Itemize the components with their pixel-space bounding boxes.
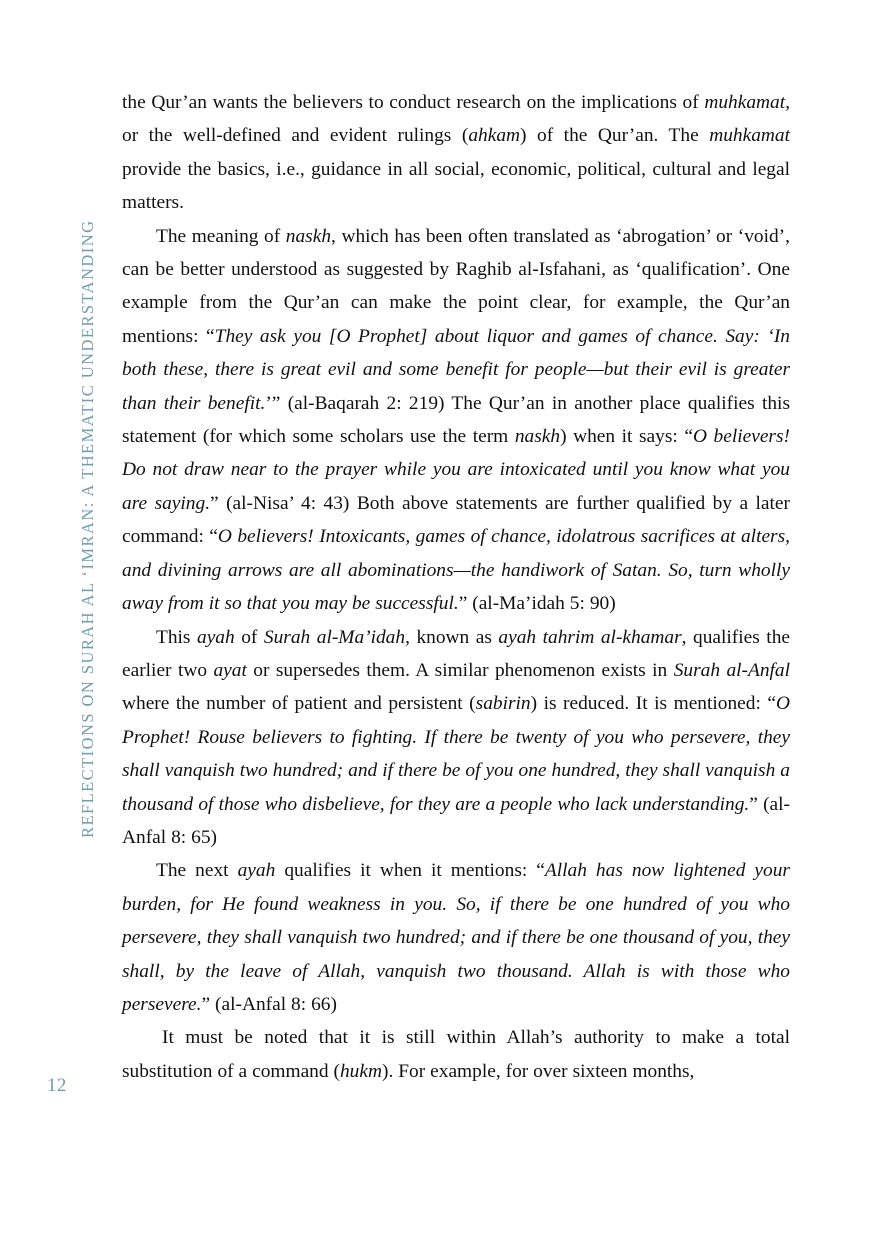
italic-run: O Prophet! Rouse believers to fighting. If there be twenty of you who persevere, they shall vanquish two hundred; and if there be of you one hundred, they shall vanquish a thousand of those who disbelieve, for they are a people who lack understanding. xyxy=(122,693,790,815)
body-text-column xyxy=(122,86,790,1088)
paragraph xyxy=(122,1021,790,1088)
paragraph xyxy=(122,621,790,855)
text-run: , which has been often translated as ‘abrogation’ or ‘void’, can be better understood as suggested by Raghib al-Isfahani, as ‘qualification’. One example from the Qur’an can make the point clear, for example, the Qur’an mentions: “ xyxy=(122,225,790,347)
italic-run: muhkamat, xyxy=(704,92,790,113)
italic-run: hukm xyxy=(339,1060,382,1082)
italic-run: naskh xyxy=(285,225,332,247)
text-run: of xyxy=(234,626,264,648)
text-run: The next xyxy=(156,860,238,882)
text-run: ) of the Qur’an. The xyxy=(520,125,710,147)
text-run: , known as xyxy=(405,626,499,648)
italic-run: Surah al-Ma’idah xyxy=(263,626,406,648)
italic-run: ayah tahrim al-khamar xyxy=(498,626,682,648)
text-run: provide the basics, i.e., guidance in all social, economic, political, cultural and legal matters. xyxy=(122,158,790,214)
italic-run: O believers! Intoxicants, games of chance, idolatrous sacrifices at alters, and divining arrows are all abominations—the handiwork of Satan. So, turn wholly away from it so that you may be successful. xyxy=(122,526,790,615)
paragraph xyxy=(122,220,790,621)
italic-run: O believers! Do not draw near to the prayer while you are intoxicated until you know what you are saying. xyxy=(122,426,790,514)
text-run: the Qur’an wants the believers to conduct research on the implications of xyxy=(122,92,705,113)
text-run: or supersedes them. A similar phenomenon exists in xyxy=(246,659,674,681)
text-run: qualifies it when it mentions: “ xyxy=(275,860,545,882)
text-run: where the number of patient and persistent ( xyxy=(122,693,476,715)
text-run: It must be noted that it is still within Allah’s authority to make a total substitution of a command ( xyxy=(122,1027,790,1082)
running-head: REFLECTIONS ON SURAH AL ‘IMRAN: A THEMATIC UNDERSTANDING xyxy=(78,219,97,838)
text-run: ) is reduced. It is mentioned: “ xyxy=(530,693,776,715)
italic-run: sabirin xyxy=(475,693,531,715)
italic-run: ayah xyxy=(197,626,235,648)
italic-run: Surah al-Anfal xyxy=(673,659,790,681)
text-run: The meaning of xyxy=(156,225,286,247)
paragraph xyxy=(122,86,790,220)
text-run: ). For example, for over sixteen months, xyxy=(382,1060,695,1082)
text-run: ” (al-Anfal 8: 65) xyxy=(122,793,791,848)
text-run: ” (al-Nisa’ 4: 43) Both above statements are further qualified by a later command: “ xyxy=(122,492,790,548)
italic-run: Allah has now lightened your burden, for He found weakness in you. So, if there be one hundred of you who persevere, they shall vanquish two hundred; and if there be one thousand of you, they shall, by the leave of Allah, vanquish two thousand. Allah is with those who persevere. xyxy=(122,860,790,1015)
text-run: This xyxy=(156,626,197,648)
italic-run: muhkamat xyxy=(709,125,790,147)
paragraph xyxy=(122,854,790,1021)
page-number: 12 xyxy=(47,1075,67,1096)
italic-run: ayat xyxy=(213,659,247,681)
text-run: ” (al-Ma’idah 5: 90) xyxy=(458,593,616,615)
text-run: ’” (al-Baqarah 2: 219) The Qur’an in another place qualifies this statement (for which some scholars use the term xyxy=(122,392,790,448)
italic-run: ahkam xyxy=(468,125,521,147)
italic-run: ayah xyxy=(237,860,276,882)
italic-run: They ask you [O Prophet] about liquor and games of chance. Say: ‘In both these, there is great evil and some benefit for people—but their evil is greater than their benefit. xyxy=(122,325,790,414)
italic-run: naskh xyxy=(514,426,561,448)
text-run: or the well-defined and evident rulings ( xyxy=(122,125,469,147)
text-run: , qualifies the earlier two xyxy=(122,626,790,681)
text-run: ” (al-Anfal 8: 66) xyxy=(201,993,337,1015)
text-run: ) when it says: “ xyxy=(560,426,693,448)
